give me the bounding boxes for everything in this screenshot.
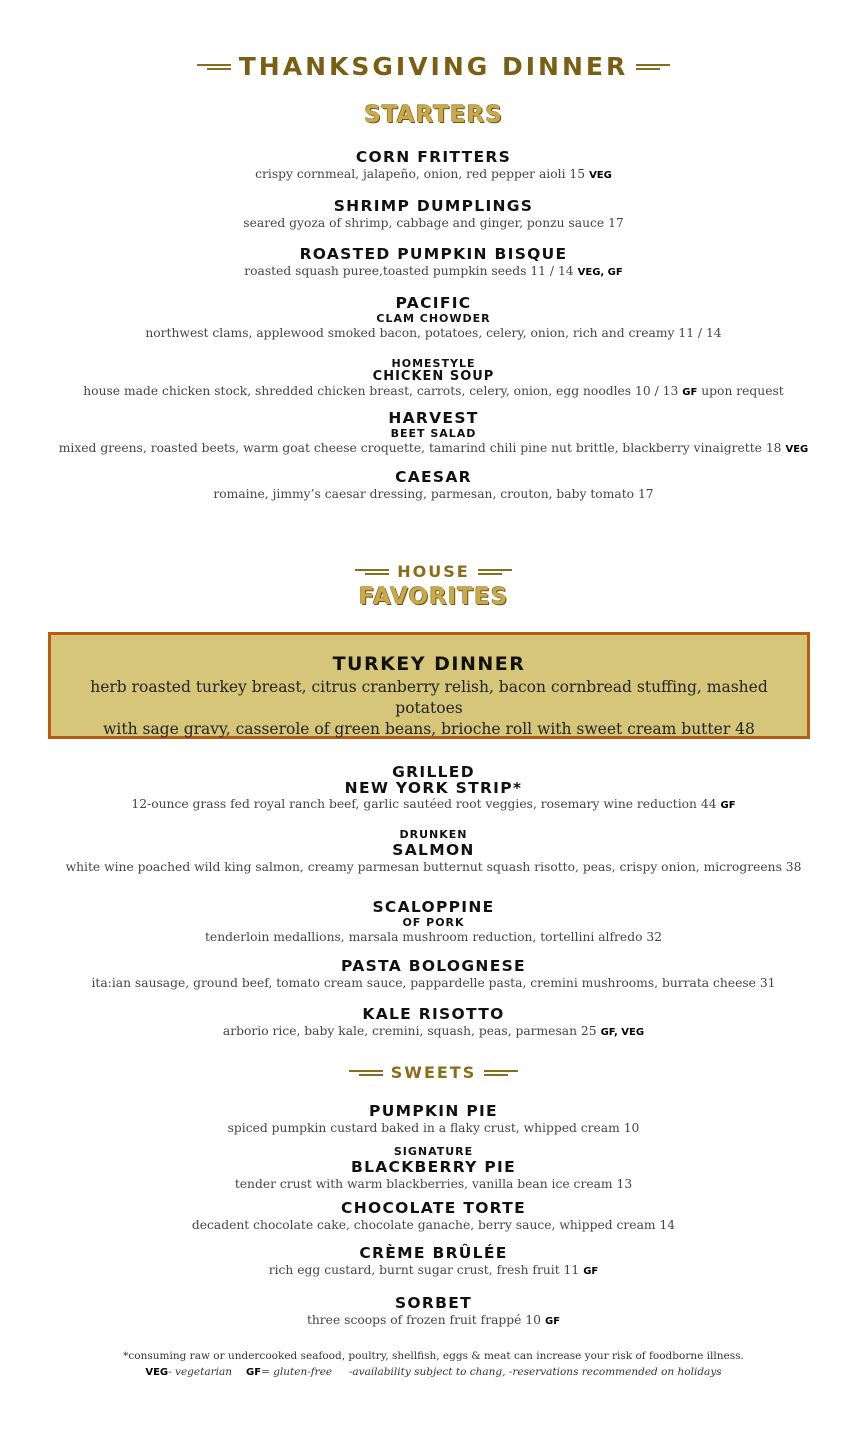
diet-tag: GF	[545, 1316, 561, 1327]
favorites-title: FAVORITES	[358, 584, 509, 610]
item-desc: 12-ounce grass fed royal ranch beef, garlic sautéed root veggies, rosemary wine reduction 44	[131, 797, 717, 811]
diet-tag: VEG	[785, 444, 809, 455]
list-item	[0, 957, 867, 991]
allergen-disclaimer: *consuming raw or undercooked seafood, poultry, shellfish, eggs & meat can increase your risk of foodborne illness.	[123, 1350, 744, 1362]
diet-tag: VEG	[589, 170, 612, 181]
item-subname: CLAM CHOWDER	[376, 312, 491, 325]
list-item	[0, 357, 867, 401]
item-desc: seared gyoza of shrimp, cabbage and ginger, ponzu sauce 17	[243, 216, 624, 230]
item-desc: white wine poached wild king salmon, creamy parmesan butternut squash risotto, peas, crispy onion, microgreens 38	[65, 860, 802, 874]
item-desc: arborio rice, baby kale, cremini, squash, peas, parmesan 25	[222, 1024, 597, 1038]
diet-tag: GF	[720, 800, 736, 811]
item-desc: spiced pumpkin custard baked in a flaky crust, whipped cream 10	[227, 1121, 640, 1135]
gf-legend-tag: GF	[246, 1367, 262, 1378]
availability-note: -availability subject to chang, -reservations recommended on holidays	[348, 1366, 722, 1378]
list-item	[0, 1199, 867, 1233]
item-name: CHOCOLATE TORTE	[341, 1199, 526, 1217]
item-name: HARVEST	[388, 409, 479, 427]
featured-item-name: TURKEY DINNER	[332, 653, 526, 675]
right-wing-ornament	[636, 62, 670, 72]
item-name: NEW YORK STRIP*	[344, 779, 523, 797]
item-desc: tenderloin medallions, marsala mushroom reduction, tortellini alfredo 32	[204, 930, 663, 944]
list-item	[0, 1294, 867, 1330]
item-name: KALE RISOTTO	[362, 1005, 505, 1023]
sweets-header	[0, 1063, 867, 1082]
item-name: CAESAR	[395, 468, 472, 486]
item-desc: roasted squash puree,toasted pumpkin seeds 11 / 14	[244, 264, 574, 278]
item-desc: crispy cornmeal, jalapeño, onion, red pepper aioli 15	[255, 167, 586, 181]
sweets-title: SWEETS	[390, 1063, 477, 1082]
favorites-header	[0, 562, 867, 581]
item-subname: OF PORK	[402, 916, 465, 929]
item-name: SHRIMP DUMPLINGS	[333, 197, 534, 215]
list-item	[0, 1145, 867, 1192]
list-item	[0, 1102, 867, 1136]
list-item	[0, 765, 867, 814]
item-name: SORBET	[394, 1294, 473, 1312]
list-item	[0, 898, 867, 945]
item-desc: three scoops of frozen fruit frappé 10	[306, 1313, 541, 1327]
item-prename: SIGNATURE	[393, 1145, 474, 1158]
item-subname: BEET SALAD	[390, 427, 477, 440]
item-desc: romaine, jimmy’s caesar dressing, parmesan, crouton, baby tomato 17	[213, 487, 654, 501]
menu-title: THANKSGIVING DINNER	[238, 52, 629, 81]
item-desc: northwest clams, applewood smoked bacon, potatoes, celery, onion, rich and creamy 11 / 14	[145, 326, 722, 340]
list-item	[0, 1244, 867, 1280]
item-name: CHICKEN SOUP	[372, 369, 495, 384]
featured-item-desc-line2: with sage gravy, casserole of green beans, brioche roll with sweet cream butter 48	[103, 720, 755, 738]
item-prename: DRUNKEN	[399, 828, 468, 841]
item-name: PUMPKIN PIE	[369, 1102, 498, 1120]
left-wing-ornament	[197, 62, 231, 72]
item-name: BLACKBERRY PIE	[350, 1158, 517, 1176]
item-name: SCALOPPINE	[372, 898, 495, 916]
item-prename: GRILLED	[392, 763, 475, 781]
list-item	[0, 148, 867, 184]
item-name: PACIFIC	[395, 294, 472, 312]
item-desc: house made chicken stock, shredded chicken breast, carrots, celery, onion, egg noodles 10 / 13	[83, 384, 679, 398]
menu-header	[0, 52, 867, 81]
gf-legend-text: = gluten-free	[261, 1366, 333, 1378]
item-name: SALMON	[392, 841, 475, 859]
left-wing-ornament	[355, 567, 389, 577]
item-desc: ita:ian sausage, ground beef, tomato cream sauce, pappardelle pasta, cremini mushrooms, burrata cheese 31	[91, 976, 776, 990]
list-item	[0, 828, 867, 875]
item-name: PASTA BOLOGNESE	[341, 957, 526, 975]
veg-legend-text: - vegetarian	[168, 1366, 232, 1378]
featured-item-box	[48, 632, 810, 739]
item-desc: rich egg custard, burnt sugar crust, fresh fruit 11	[268, 1263, 580, 1277]
item-note: upon request	[701, 384, 784, 398]
list-item	[0, 294, 867, 341]
list-item	[0, 468, 867, 502]
favorites-top-title: HOUSE	[397, 562, 470, 581]
item-prename: HOMESTYLE	[391, 357, 476, 370]
left-wing-ornament	[349, 1068, 383, 1078]
starters-title: STARTERS	[364, 102, 503, 128]
right-wing-ornament	[478, 567, 512, 577]
list-item	[0, 1005, 867, 1041]
diet-tag: GF	[682, 387, 698, 398]
list-item	[0, 409, 867, 458]
item-desc: mixed greens, roasted beets, warm goat cheese croquette, tamarind chili pine nut brittle, blackberry vinaigrette 18	[58, 441, 782, 455]
item-desc: tender crust with warm blackberries, vanilla bean ice cream 13	[234, 1177, 633, 1191]
list-item	[0, 197, 867, 231]
diet-tag: GF	[583, 1266, 599, 1277]
veg-legend-tag: VEG	[145, 1367, 169, 1378]
right-wing-ornament	[484, 1068, 518, 1078]
menu-footer	[0, 1348, 867, 1381]
item-name: CRÈME BRÛLÉE	[359, 1244, 508, 1262]
item-desc: decadent chocolate cake, chocolate ganache, berry sauce, whipped cream 14	[191, 1218, 676, 1232]
item-name: CORN FRITTERS	[355, 148, 512, 166]
featured-item-desc-line1: herb roasted turkey breast, citrus cranberry relish, bacon cornbread stuffing, mashed potatoes	[90, 678, 768, 717]
diet-tag: GF, VEG	[600, 1027, 645, 1038]
list-item	[0, 245, 867, 281]
diet-tag: VEG, GF	[577, 267, 623, 278]
item-name: ROASTED PUMPKIN BISQUE	[299, 245, 568, 263]
